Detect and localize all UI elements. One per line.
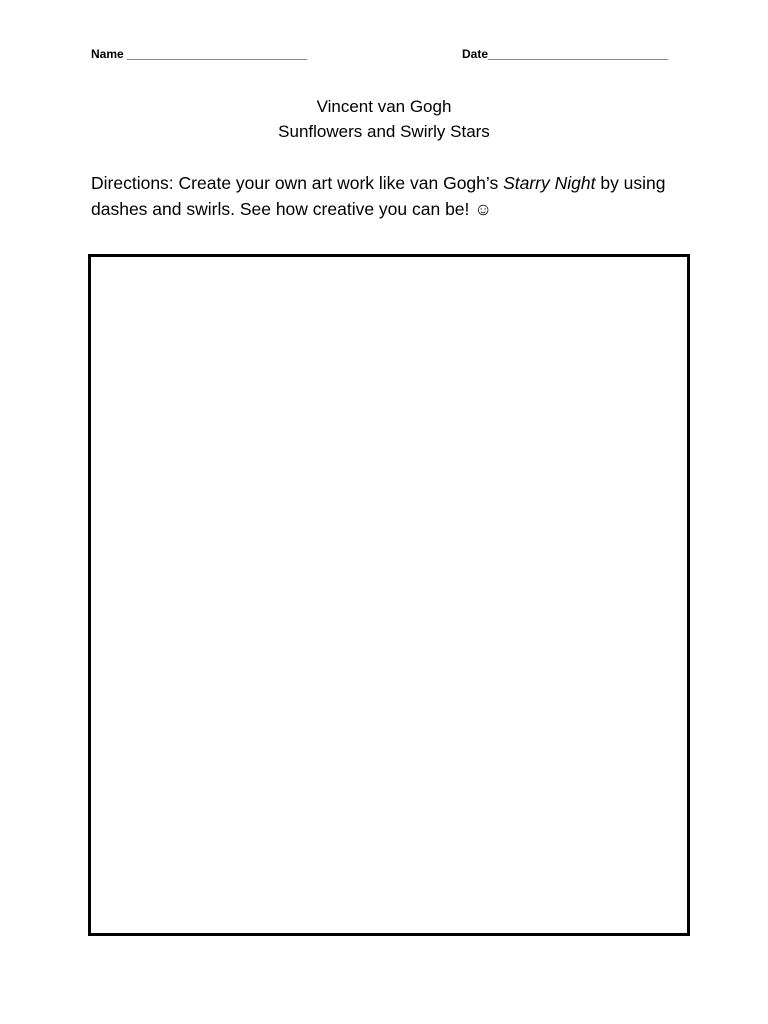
date-field[interactable]	[462, 47, 668, 61]
worksheet-title	[0, 94, 768, 144]
directions-suffix: by using dashes and swirls. See how creative you can be!	[91, 173, 666, 219]
name-label: Name	[91, 47, 124, 61]
name-blank-line[interactable]: ___________________________	[127, 47, 308, 61]
artwork-title: Starry Night	[503, 173, 596, 193]
name-field[interactable]	[91, 47, 307, 61]
smiley-icon: ☺	[474, 199, 493, 219]
title-subtitle: Sunflowers and Swirly Stars	[278, 122, 490, 141]
date-blank-line[interactable]: ___________________________	[488, 47, 669, 61]
directions-prefix: Directions: Create your own art work like van Gogh’s	[91, 173, 504, 193]
directions-text	[91, 170, 691, 222]
title-artist-name: Vincent van Gogh	[316, 97, 452, 116]
drawing-area[interactable]	[88, 254, 690, 936]
date-label: Date	[462, 47, 489, 61]
